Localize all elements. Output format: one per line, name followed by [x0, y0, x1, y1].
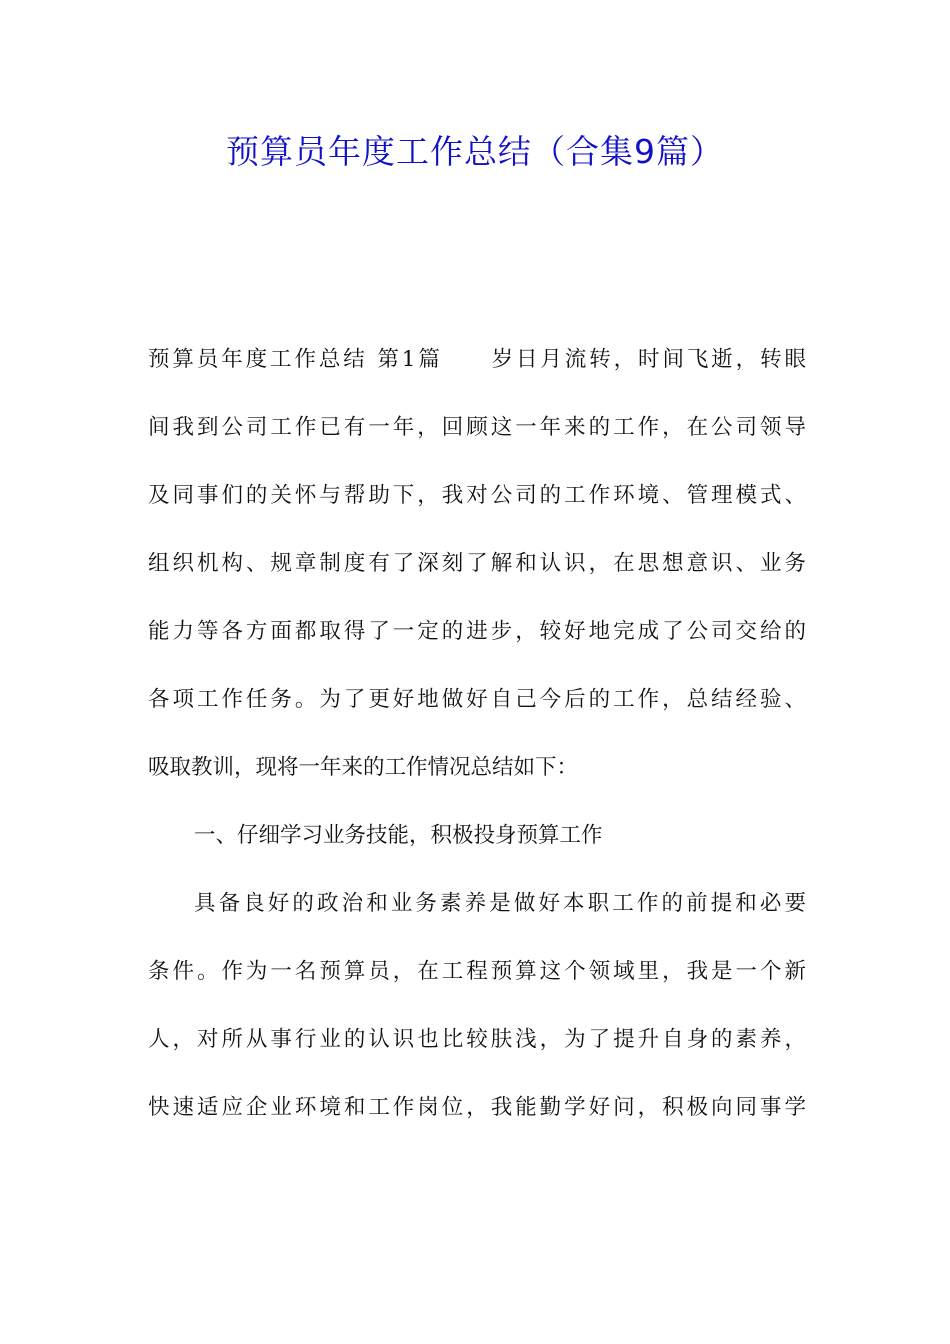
document-title: 预算员年度工作总结（合集9篇） [226, 132, 724, 171]
document-body [148, 330, 806, 1146]
body-line-6: 各项工作任务。为了更好地做好自己今后的工作，总结经验、 [148, 687, 806, 712]
body-line-1: 预算员年度工作总结 第1篇 岁日月流转，时间飞逝，转眼 [148, 347, 806, 372]
body-line-5: 能力等各方面都取得了一定的进步，较好地完成了公司交给的 [148, 619, 806, 644]
body-line-12: 快速适应企业环境和工作岗位，我能勤学好问，积极向同事学 [148, 1095, 806, 1120]
body-line-4: 组织机构、规章制度有了深刻了解和认识，在思想意识、业务 [148, 551, 806, 576]
body-line-7: 吸取教训，现将一年来的工作情况总结如下： [148, 755, 579, 780]
body-line-9: 具备良好的政治和业务素养是做好本职工作的前提和必要 [194, 891, 806, 916]
body-line-2: 间我到公司工作已有一年，回顾这一年来的工作，在公司领导 [148, 415, 806, 440]
body-line-3: 及同事们的关怀与帮助下，我对公司的工作环境、管理模式、 [148, 483, 806, 508]
section-heading-1: 一、仔细学习业务技能，积极投身预算工作 [194, 823, 603, 848]
body-line-10: 条件。作为一名预算员，在工程预算这个领域里，我是一个新 [148, 959, 806, 984]
body-line-11: 人，对所从事行业的认识也比较肤浅，为了提升自身的素养， [148, 1027, 806, 1052]
